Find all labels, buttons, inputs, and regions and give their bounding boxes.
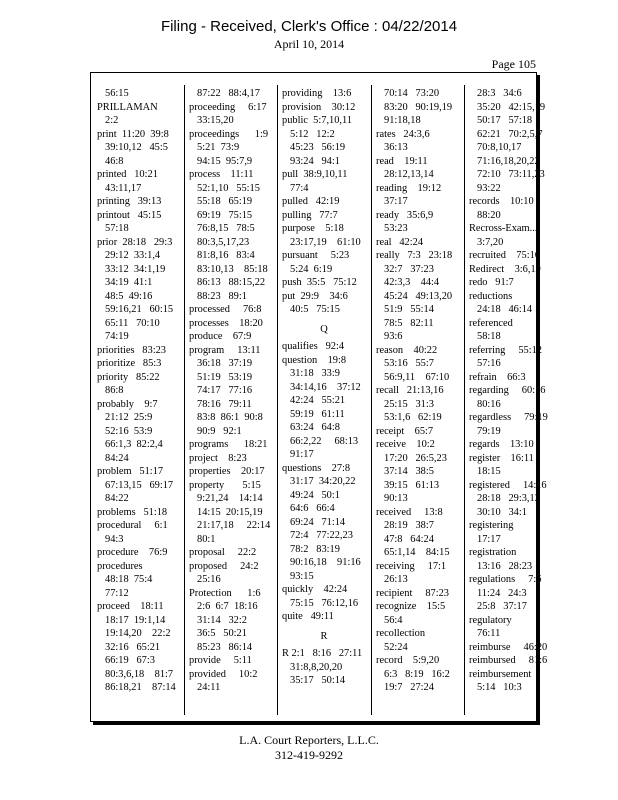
index-page-refs: 64:6 66:4	[290, 503, 335, 514]
index-page-refs: 78:5 82:11	[384, 317, 434, 329]
index-page-refs: 80:16	[477, 398, 501, 410]
index-entry: really 7:3 23:18	[376, 250, 453, 261]
index-page-refs: 48:5 49:16	[105, 290, 153, 302]
index-page-refs: 86:18,21 87:14	[105, 682, 176, 693]
index-page-refs: 32:7 37:23	[384, 263, 434, 275]
index-entry: receipt 65:7	[376, 425, 434, 437]
index-page-refs: 34:19 41:1	[105, 277, 153, 288]
index-page-refs: 66:19 67:3	[105, 655, 155, 666]
index-page-refs: 52:1,10 55:15	[197, 182, 260, 194]
index-page-refs: 21:17,18 22:14	[197, 520, 271, 531]
index-page-refs: 2:6 6:7 18:16	[197, 601, 258, 612]
index-page-refs: 52:16 53:9	[105, 425, 153, 437]
index-page-refs: 56:4	[384, 614, 403, 626]
index-page-refs: 39:15 61:13	[384, 479, 440, 491]
index-entry: project 8:23	[189, 452, 247, 464]
index-page-refs: 35:20 42:15,19	[477, 101, 546, 113]
index-column-4	[376, 87, 460, 717]
index-entry: pulled 42:19	[282, 196, 340, 207]
index-entry: proposed 24:2	[189, 560, 259, 572]
index-page-refs: 11:24 24:3	[477, 587, 527, 599]
index-page-refs: 56:9,11 67:10	[384, 371, 450, 383]
index-entry: procedures	[97, 560, 143, 572]
index-page-refs: 36:13	[384, 142, 408, 153]
index-entry: reductions	[469, 290, 513, 302]
index-page-refs: 86:8	[105, 385, 124, 396]
filing-stamp-part: Filing	[160, 18, 197, 35]
index-page-refs: 78:16 79:11	[197, 398, 252, 410]
index-page-refs: 3:7,20	[477, 236, 504, 248]
index-page-refs: 90:9 92:1	[197, 425, 242, 437]
index-page-refs: 35:17 50:14	[290, 675, 346, 686]
index-entry: printout 45:15	[97, 209, 162, 221]
index-page-refs: 31:17 34:20,22	[290, 476, 356, 487]
index-entry: referring 55:12	[469, 344, 542, 356]
index-page-refs: 25:8 37:17	[477, 601, 527, 612]
filing-stamp-part: 04/22/2014	[381, 18, 458, 35]
index-entry: problems 51:18	[97, 506, 168, 518]
index-page-refs: 34:14,16 37:12	[290, 381, 361, 393]
index-page-refs: 21:12 25:9	[105, 412, 153, 423]
index-page-refs: 83:8 86:1 90:8	[197, 412, 263, 423]
index-entry: procedure 76:9	[97, 547, 168, 558]
index-page-refs: 80:3,6,18 81:7	[105, 668, 174, 680]
index-page-refs: 29:12 33:1,4	[105, 250, 161, 261]
index-entry: reason 40:22	[376, 344, 438, 356]
index-entry: push 35:5 75:12	[282, 277, 357, 288]
index-page-refs: 37:14 38:5	[384, 466, 434, 477]
index-entry: programs 18:21	[189, 439, 268, 450]
index-page-refs: 53:23	[384, 223, 408, 234]
index-entry: Redirect 3:6,19	[469, 263, 541, 275]
index-entry: recall 21:13,16	[376, 385, 444, 396]
index-page-refs: 66:1,3 82:2,4	[105, 439, 163, 450]
column-divider	[464, 85, 465, 715]
index-entry: recognize 15:5	[376, 601, 446, 612]
index-page-refs: 49:24 50:1	[290, 489, 340, 501]
index-page-refs: 2:2	[105, 115, 119, 126]
index-page-refs: 24:11	[197, 682, 221, 693]
index-page-refs: 93:15	[290, 570, 314, 582]
index-page-refs: 30:10 34:1	[477, 506, 527, 518]
index-entry: pull 38:9,10,11	[282, 169, 348, 180]
index-page-refs: 46:8	[105, 155, 124, 167]
index-column-3	[282, 87, 366, 717]
index-entry: read 19:11	[376, 155, 428, 167]
index-entry: pursuant 5:23	[282, 250, 350, 261]
index-page-refs: 69:19 75:15	[197, 209, 253, 221]
index-entry: quite 49:11	[282, 611, 334, 622]
index-entry: regarding 60:16	[469, 385, 546, 396]
hearing-date: April 10, 2014	[273, 37, 345, 51]
index-page-refs: 33:15,20	[197, 115, 234, 126]
index-page-refs: 45:24 49:13,20	[384, 290, 453, 302]
index-page-refs: 25:15 31:3	[384, 398, 434, 410]
index-entry: questions 27:8	[282, 462, 351, 474]
index-entry: ready 35:6,9	[376, 209, 434, 221]
index-entry: recipient 87:23	[376, 587, 450, 599]
index-entry: printing 39:13	[97, 196, 162, 207]
index-page-refs: 28:19 38:7	[384, 520, 434, 531]
index-entry: problem 51:17	[97, 466, 164, 477]
index-page-refs: 90:16,18 91:16	[290, 557, 361, 568]
index-page-refs: 39:10,12 45:5	[105, 142, 168, 153]
index-entry: regardless 79:19	[469, 412, 548, 423]
column-divider	[371, 85, 372, 715]
index-page-refs: 19:14,20 22:2	[105, 628, 171, 639]
index-page-refs: 85:23 86:14	[197, 641, 253, 653]
index-page-refs: 59:19 61:11	[290, 408, 345, 420]
filing-stamp	[0, 18, 618, 35]
index-page-refs: 37:17	[384, 196, 408, 207]
index-page-refs: 47:8 64:24	[384, 533, 434, 545]
index-page-refs: 91:18,18	[384, 115, 421, 126]
index-page-refs: 18:15	[477, 466, 501, 477]
index-page-refs: 42:3,3 44:4	[384, 277, 440, 288]
index-entry: records 10:10	[469, 196, 534, 207]
index-page-refs: 88:23 89:1	[197, 290, 247, 302]
index-entry: PRILLAMAN	[97, 101, 158, 113]
footer-phone: 312-419-9292	[275, 748, 343, 762]
index-page-refs: 63:24 64:8	[290, 422, 340, 433]
column-divider	[277, 85, 278, 715]
index-page-refs: 86:13 88:15,22	[197, 277, 266, 288]
index-page-refs: 83:10,13 85:18	[197, 263, 268, 275]
index-entry: Recross-Exam...	[469, 223, 538, 234]
index-page-refs: 9:21,24 14:14	[197, 493, 263, 504]
index-page-refs: 94:15 95:7,9	[197, 155, 253, 167]
index-page-refs: 74:19	[105, 331, 129, 342]
index-page-refs: 5:24 6:19	[290, 263, 333, 275]
index-page-refs: 40:5 75:15	[290, 304, 340, 315]
column-divider	[184, 85, 185, 715]
index-entry: produce 67:9	[189, 331, 252, 342]
index-page-refs: 50:17 57:18	[477, 115, 533, 126]
index-page-refs: 74:17 77:16	[197, 385, 253, 396]
index-entry: provide 5:11	[189, 655, 252, 666]
index-page-refs: 70:14 73:20	[384, 88, 440, 99]
index-page-refs: 24:18 46:14	[477, 304, 533, 315]
index-entry: R 2:1 8:16 27:11	[282, 648, 363, 659]
index-page-refs: 51:19 53:19	[197, 371, 253, 383]
index-entry: properties 20:17	[189, 466, 265, 477]
index-page-refs: 42:24 55:21	[290, 395, 346, 406]
index-column-5	[469, 87, 553, 717]
index-page-refs: 45:23 56:19	[290, 142, 346, 153]
index-page-refs: 65:1,14 84:15	[384, 547, 450, 558]
index-entry: pulling 77:7	[282, 209, 338, 221]
index-page-refs: 48:18 75:4	[105, 574, 153, 585]
index-page-refs: 5:12 12:2	[290, 128, 335, 140]
index-entry: printed 10:21	[97, 169, 158, 180]
index-entry: received 13:8	[376, 506, 443, 518]
index-entry: register 16:11	[469, 452, 534, 464]
index-page-refs: 51:9 55:14	[384, 304, 434, 315]
index-entry: priority 85:22	[97, 371, 160, 383]
index-entry: prior 28:18 29:3	[97, 236, 173, 248]
index-page-refs: 31:8,8,20,20	[290, 661, 343, 673]
index-page-refs: 18:17 19:1,14	[105, 614, 166, 626]
index-page-refs: 91:17	[290, 449, 314, 460]
index-page-refs: 25:16	[197, 574, 221, 585]
section-letter: R	[320, 630, 328, 642]
index-entry: redo 91:7	[469, 277, 514, 288]
index-entry: recruited 75:16	[469, 250, 540, 261]
index-entry: processed 76:8	[189, 304, 262, 315]
index-page-refs: 28:3 34:6	[477, 88, 522, 99]
index-entry: property 5:15	[189, 479, 261, 491]
index-page-refs: 84:22	[105, 493, 129, 504]
index-page-refs: 57:16	[477, 358, 501, 369]
filing-stamp-part: :	[373, 18, 378, 35]
filing-stamp-part: - Received,	[200, 18, 277, 35]
index-page-refs: 75:15 76:12,16	[290, 597, 359, 609]
index-entry: priorities 83:23	[97, 344, 166, 356]
index-page-refs: 31:14 32:2	[197, 614, 247, 626]
index-page-refs: 13:16 28:23	[477, 560, 533, 572]
filing-stamp-part: Office	[330, 18, 370, 35]
index-page-refs: 14:15 20:15,19	[197, 506, 263, 518]
index-column-2	[189, 87, 273, 717]
index-page-refs: 28:18 29:3,12	[477, 493, 540, 504]
page-number: Page 105	[491, 57, 536, 71]
index-page-refs: 69:24 71:14	[290, 516, 346, 528]
index-page-refs: 62:21 70:2,5,7	[477, 128, 543, 140]
index-page-refs: 94:3	[105, 533, 124, 545]
index-page-refs: 36:5 50:21	[197, 628, 247, 639]
index-page-refs: 88:20	[477, 209, 501, 221]
index-page-refs: 87:22 88:4,17	[197, 88, 260, 99]
index-page-refs: 55:18 65:19	[197, 196, 253, 207]
index-page-refs: 70:8,10,17	[477, 142, 522, 153]
index-page-refs: 56:15	[105, 88, 129, 99]
index-page-refs: 53:1,6 62:19	[384, 412, 442, 423]
index-page-refs: 93:6	[384, 331, 403, 342]
index-entry: receiving 17:1	[376, 560, 447, 572]
index-page-refs: 31:18 33:9	[290, 368, 340, 379]
index-page-refs: 93:24 94:1	[290, 155, 340, 167]
index-entry: providing 13:6	[282, 88, 352, 99]
index-entry: reimbursed 81:6	[469, 655, 548, 666]
index-page-refs: 43:11,17	[105, 182, 142, 194]
filing-stamp-part: Clerk's	[281, 18, 327, 35]
index-page-refs: 5:14 10:3	[477, 682, 522, 693]
index-entry: proceedings 1:9	[189, 128, 269, 140]
index-page-refs: 32:16 65:21	[105, 641, 161, 653]
index-entry: proceeding 6:17	[189, 101, 267, 113]
index-page-refs: 72:4 77:22,23	[290, 530, 353, 541]
index-page-refs: 76:11	[477, 628, 501, 639]
index-entry: question 19:8	[282, 354, 347, 366]
index-entry: Protection 1:6	[189, 587, 261, 599]
index-page-refs: 6:3 8:19 16:2	[384, 668, 450, 680]
index-page-refs: 23:17,19 61:10	[290, 236, 361, 248]
index-page-refs: 84:24	[105, 452, 129, 464]
index-entry: proposal 22:2	[189, 547, 257, 558]
index-entry: print 11:20 39:8	[97, 128, 169, 140]
index-entry: regards 13:10	[469, 439, 534, 450]
index-page-refs: 93:22	[477, 182, 501, 194]
index-page-refs: 77:12	[105, 587, 129, 599]
index-entry: proceed 18:11	[97, 601, 164, 612]
index-entry: referenced	[469, 317, 513, 329]
index-entry: reading 19:12	[376, 182, 442, 194]
index-entry: provision 30:12	[282, 101, 356, 113]
index-page-refs: 78:2 83:19	[290, 543, 340, 555]
index-entry: regulations 7:6	[469, 574, 542, 585]
index-entry: public 5:7,10,11	[282, 115, 353, 126]
section-letter: Q	[320, 323, 328, 335]
index-page-refs: 77:4	[290, 182, 309, 194]
index-entry: real 42:24	[376, 236, 424, 248]
index-page-refs: 53:16 55:7	[384, 358, 434, 369]
index-entry: registered 14:16	[469, 479, 547, 491]
index-entry: processes 18:20	[189, 317, 263, 329]
index-page-refs: 66:2,22 68:13	[290, 435, 359, 447]
index-page-refs: 36:18 37:19	[197, 358, 253, 369]
index-entry: registering	[469, 520, 514, 531]
index-page-refs: 52:24	[384, 641, 408, 653]
index-page-refs: 80:3,5,17,23	[197, 236, 250, 248]
index-entry: registration	[469, 547, 517, 558]
index-page-refs: 79:19	[477, 425, 501, 437]
index-page-refs: 26:13	[384, 574, 408, 585]
index-box	[90, 72, 548, 722]
index-page-refs: 71:16,18,20,22	[477, 155, 540, 167]
index-page-refs: 90:13	[384, 493, 408, 504]
index-page-refs: 65:11 70:10	[105, 317, 160, 329]
index-entry: qualifies 92:4	[282, 341, 345, 352]
index-page-refs: 17:17	[477, 533, 501, 545]
index-page-refs: 58:18	[477, 331, 501, 342]
index-page-refs: 83:20 90:19,19	[384, 101, 453, 113]
index-entry: provided 10:2	[189, 668, 258, 680]
index-entry: quickly 42:24	[282, 584, 348, 595]
index-entry: recollection	[376, 628, 426, 639]
index-entry: receive 10:2	[376, 439, 435, 450]
index-page-refs: 19:7 27:24	[384, 682, 434, 693]
index-entry: process 11:11	[189, 169, 254, 180]
index-entry: reimburse 46:20	[469, 641, 548, 653]
index-page-refs: 17:20 26:5,23	[384, 452, 447, 464]
index-page-refs: 59:16,21 60:15	[105, 304, 174, 315]
index-entry: regulatory	[469, 614, 512, 626]
index-entry: procedural 6:1	[97, 520, 168, 531]
index-page-refs: 28:12,13,14	[384, 169, 434, 180]
index-page-refs: 76:8,15 78:5	[197, 223, 255, 234]
index-entry: reimbursement	[469, 668, 532, 680]
index-page-refs: 5:21 73:9	[197, 142, 240, 153]
index-entry: probably 9:7	[97, 398, 158, 410]
index-entry: record 5:9,20	[376, 655, 440, 666]
index-page-refs: 72:10 73:11,23	[477, 169, 545, 180]
index-entry: rates 24:3,6	[376, 128, 430, 140]
index-column-1	[97, 87, 181, 717]
index-entry: put 29:9 34:6	[282, 290, 348, 302]
index-entry: refrain 66:3	[469, 371, 526, 383]
index-page-refs: 80:1	[197, 533, 216, 545]
index-entry: program 13:11	[189, 344, 261, 356]
index-page-refs: 81:8,16 83:4	[197, 250, 255, 261]
index-page-refs: 67:13,15 69:17	[105, 479, 174, 491]
index-entry: prioritize 85:3	[97, 358, 162, 369]
index-entry: purpose 5:18	[282, 223, 344, 234]
index-page-refs: 33:12 34:1,19	[105, 263, 166, 275]
index-page-refs: 57:18	[105, 223, 129, 234]
footer-company: L.A. Court Reporters, L.L.C.	[239, 733, 379, 747]
